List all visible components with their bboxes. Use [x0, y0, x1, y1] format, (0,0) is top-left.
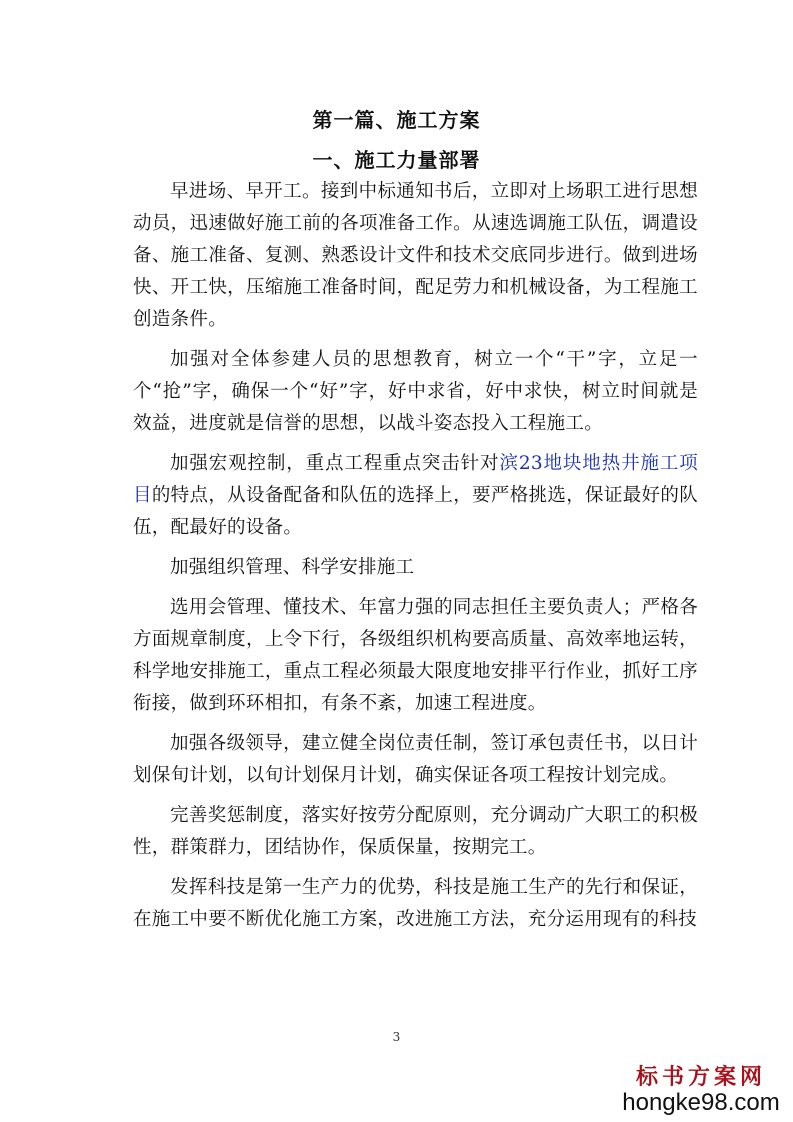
paragraph-technology: 发挥科技是第一生产力的优势，科技是施工生产的先行和保证，在施工中要不断优化施工方案，改进施工方法，充分运用现有的科技	[133, 877, 698, 930]
paragraph-text-after-link: 的特点，从设备配备和队伍的选择上，要严格挑选，保证最好的队伍，配最好的设备。	[133, 485, 698, 538]
paragraph-text-before-link: 加强宏观控制，重点工程重点突击针对	[170, 453, 500, 474]
paragraph-leadership: 加强各级领导，建立健全岗位责任制，签订承包责任书，以日计划保旬计划，以旬计划保月计划，确实保证各项工程按计划完成。	[133, 733, 698, 786]
page-number: 3	[392, 1030, 401, 1044]
project-name-link[interactable]: 滨23地块地热井施工项目	[133, 453, 699, 506]
watermark-url-text: hongke98.com	[622, 1089, 780, 1116]
paragraph-early-start: 早进场、早开工。接到中标通知书后，立即对上场职工进行思想动员，迅速做好施工前的各项准备工作。从速选调施工队伍，调遣设备、施工准备、复测、熟悉设计文件和技术交底同步进行。做到进场快、开工快，压缩施工准备时间，配足劳力和机械设备，为工程施工创造条件。	[133, 181, 698, 330]
paragraph-education: 加强对全体参建人员的思想教育，树立一个“干”字，立足一个“抢”字，确保一个“好”字，好中求省，好中求快，树立时间就是效益，进度就是信誉的思想，以战斗姿态投入工程施工。	[133, 349, 698, 434]
paragraph-management: 选用会管理、懂技术、年富力强的同志担任主要负责人；严格各方面规章制度，上令下行，各级组织机构要高质量、高效率地运转，科学地安排施工，重点工程必须最大限度地安排平行作业，抓好工序衔接，做到环环相扣，有条不紊，加速工程进度。	[133, 597, 698, 714]
paragraph-organization-heading: 加强组织管理、科学安排施工	[170, 557, 415, 578]
watermark-brand-text: 标书方案网	[635, 1064, 766, 1090]
body-text	[133, 176, 698, 944]
watermark-logo	[621, 1064, 781, 1116]
paragraph-macro-control	[133, 448, 698, 544]
section-heading: 一、施工力量部署	[312, 148, 481, 172]
paragraph-rewards: 完善奖惩制度，落实好按劳分配原则，充分调动广大职工的积极性，群策群力，团结协作，保质保量，按期完工。	[133, 805, 698, 858]
document-title: 第一篇、施工方案	[312, 108, 481, 132]
